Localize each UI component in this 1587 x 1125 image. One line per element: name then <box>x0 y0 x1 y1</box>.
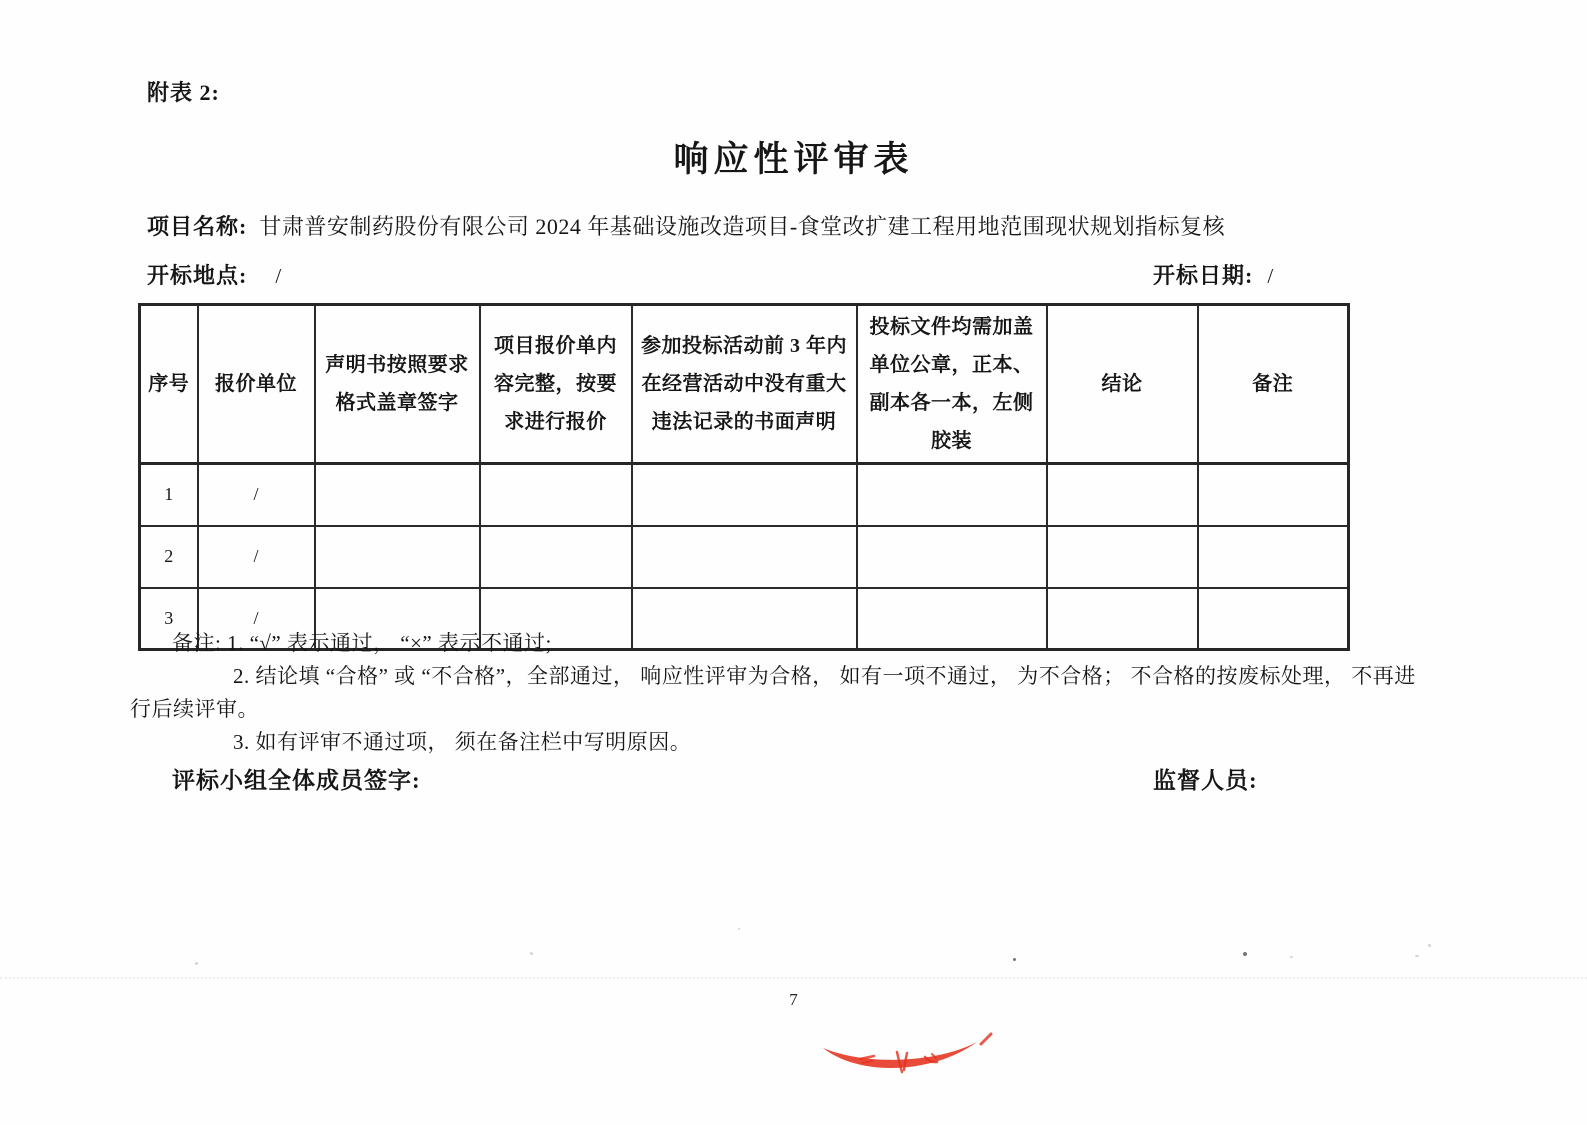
header-documents-sealed-bound: 投标文件均需加盖单位公章，正本、副本各一本，左侧胶装 <box>857 305 1047 464</box>
header-seq-no: 序号 <box>140 305 198 464</box>
header-remarks: 备注 <box>1198 305 1349 464</box>
cell-binding <box>857 464 1047 526</box>
header-no-violation-statement: 参加投标活动前 3 年内在经营活动中没有重大违法记录的书面声明 <box>632 305 857 464</box>
cell-bidder: / <box>198 588 315 650</box>
page-title: 响应性评审表 <box>673 140 914 179</box>
bid-date-line <box>1153 259 1273 290</box>
cell-remarks <box>1198 526 1349 588</box>
scan-speck <box>1290 956 1293 958</box>
note-line-3: 3. 如有评审不通过项， 须在备注栏中写明原因。 <box>233 730 692 754</box>
cell-bidder: / <box>198 464 315 526</box>
cell-statement <box>632 526 857 588</box>
cell-binding <box>857 526 1047 588</box>
cell-quotation <box>480 526 632 588</box>
bid-location-label: 开标地点: <box>147 263 248 288</box>
cell-declaration <box>315 464 480 526</box>
cell-conclusion <box>1047 588 1198 650</box>
page-number: 7 <box>789 990 798 1009</box>
project-name-line <box>147 210 1447 241</box>
seal-character-fragment <box>904 1053 907 1070</box>
bid-date-label: 开标日期: <box>1153 263 1254 288</box>
table-header-row <box>140 305 1349 464</box>
cell-seq: 1 <box>140 464 198 526</box>
seal-character-fragment <box>860 1056 874 1059</box>
scan-speck <box>195 962 198 965</box>
note-line-1: 备注: 1. “√” 表示通过， “×” 表示不通过; <box>172 631 552 655</box>
cell-seq: 2 <box>140 526 198 588</box>
bid-location-value: / <box>275 264 282 288</box>
cell-bidder: / <box>198 526 315 588</box>
project-name-value: 甘肃普安制药股份有限公司 2024 年基础设施改造项目-食堂改扩建工程用地范围现状规划指标复核 <box>259 214 1226 239</box>
scan-speck <box>530 952 533 955</box>
note-line-2-continued: 行后续评审。 <box>130 697 259 721</box>
cell-conclusion <box>1047 526 1198 588</box>
table-row <box>140 526 1349 588</box>
header-declaration-sealed: 声明书按照要求格式盖章签字 <box>315 305 480 464</box>
scan-fold-line <box>0 977 1587 979</box>
scan-speck <box>1415 955 1419 957</box>
bid-date-value: / <box>1267 264 1274 288</box>
project-name-label: 项目名称: <box>147 214 248 239</box>
annex-label: 附表 2: <box>147 80 220 105</box>
cell-conclusion <box>1047 464 1198 526</box>
committee-signature-label: 评标小组全体成员签字: <box>172 768 421 793</box>
bid-location-line <box>147 259 281 290</box>
cell-declaration <box>315 526 480 588</box>
note-line-2: 2. 结论填 “合格” 或 “不合格”，全部通过， 响应性评审为合格， 如有一项不通过， 为不合格； 不合格的按废标处理， 不再进 <box>233 664 1416 688</box>
cell-statement <box>632 588 857 650</box>
responsiveness-review-table <box>138 303 1350 651</box>
header-conclusion: 结论 <box>1047 305 1198 464</box>
cell-remarks <box>1198 464 1349 526</box>
table-row <box>140 464 1349 526</box>
seal-character-fragment <box>981 1034 991 1044</box>
header-bidder: 报价单位 <box>198 305 315 464</box>
scan-speck <box>738 928 740 930</box>
scan-speck <box>1243 952 1247 956</box>
cell-quotation <box>480 464 632 526</box>
red-seal-arc-fragment <box>815 1000 1000 1085</box>
header-quotation-complete: 项目报价单内容完整，按要求进行报价 <box>480 305 632 464</box>
cell-binding <box>857 588 1047 650</box>
scan-speck <box>1013 958 1016 961</box>
scan-speck <box>1428 944 1431 947</box>
supervisor-label: 监督人员: <box>1153 768 1258 793</box>
cell-remarks <box>1198 588 1349 650</box>
cell-statement <box>632 464 857 526</box>
cell-seq: 3 <box>140 588 198 650</box>
